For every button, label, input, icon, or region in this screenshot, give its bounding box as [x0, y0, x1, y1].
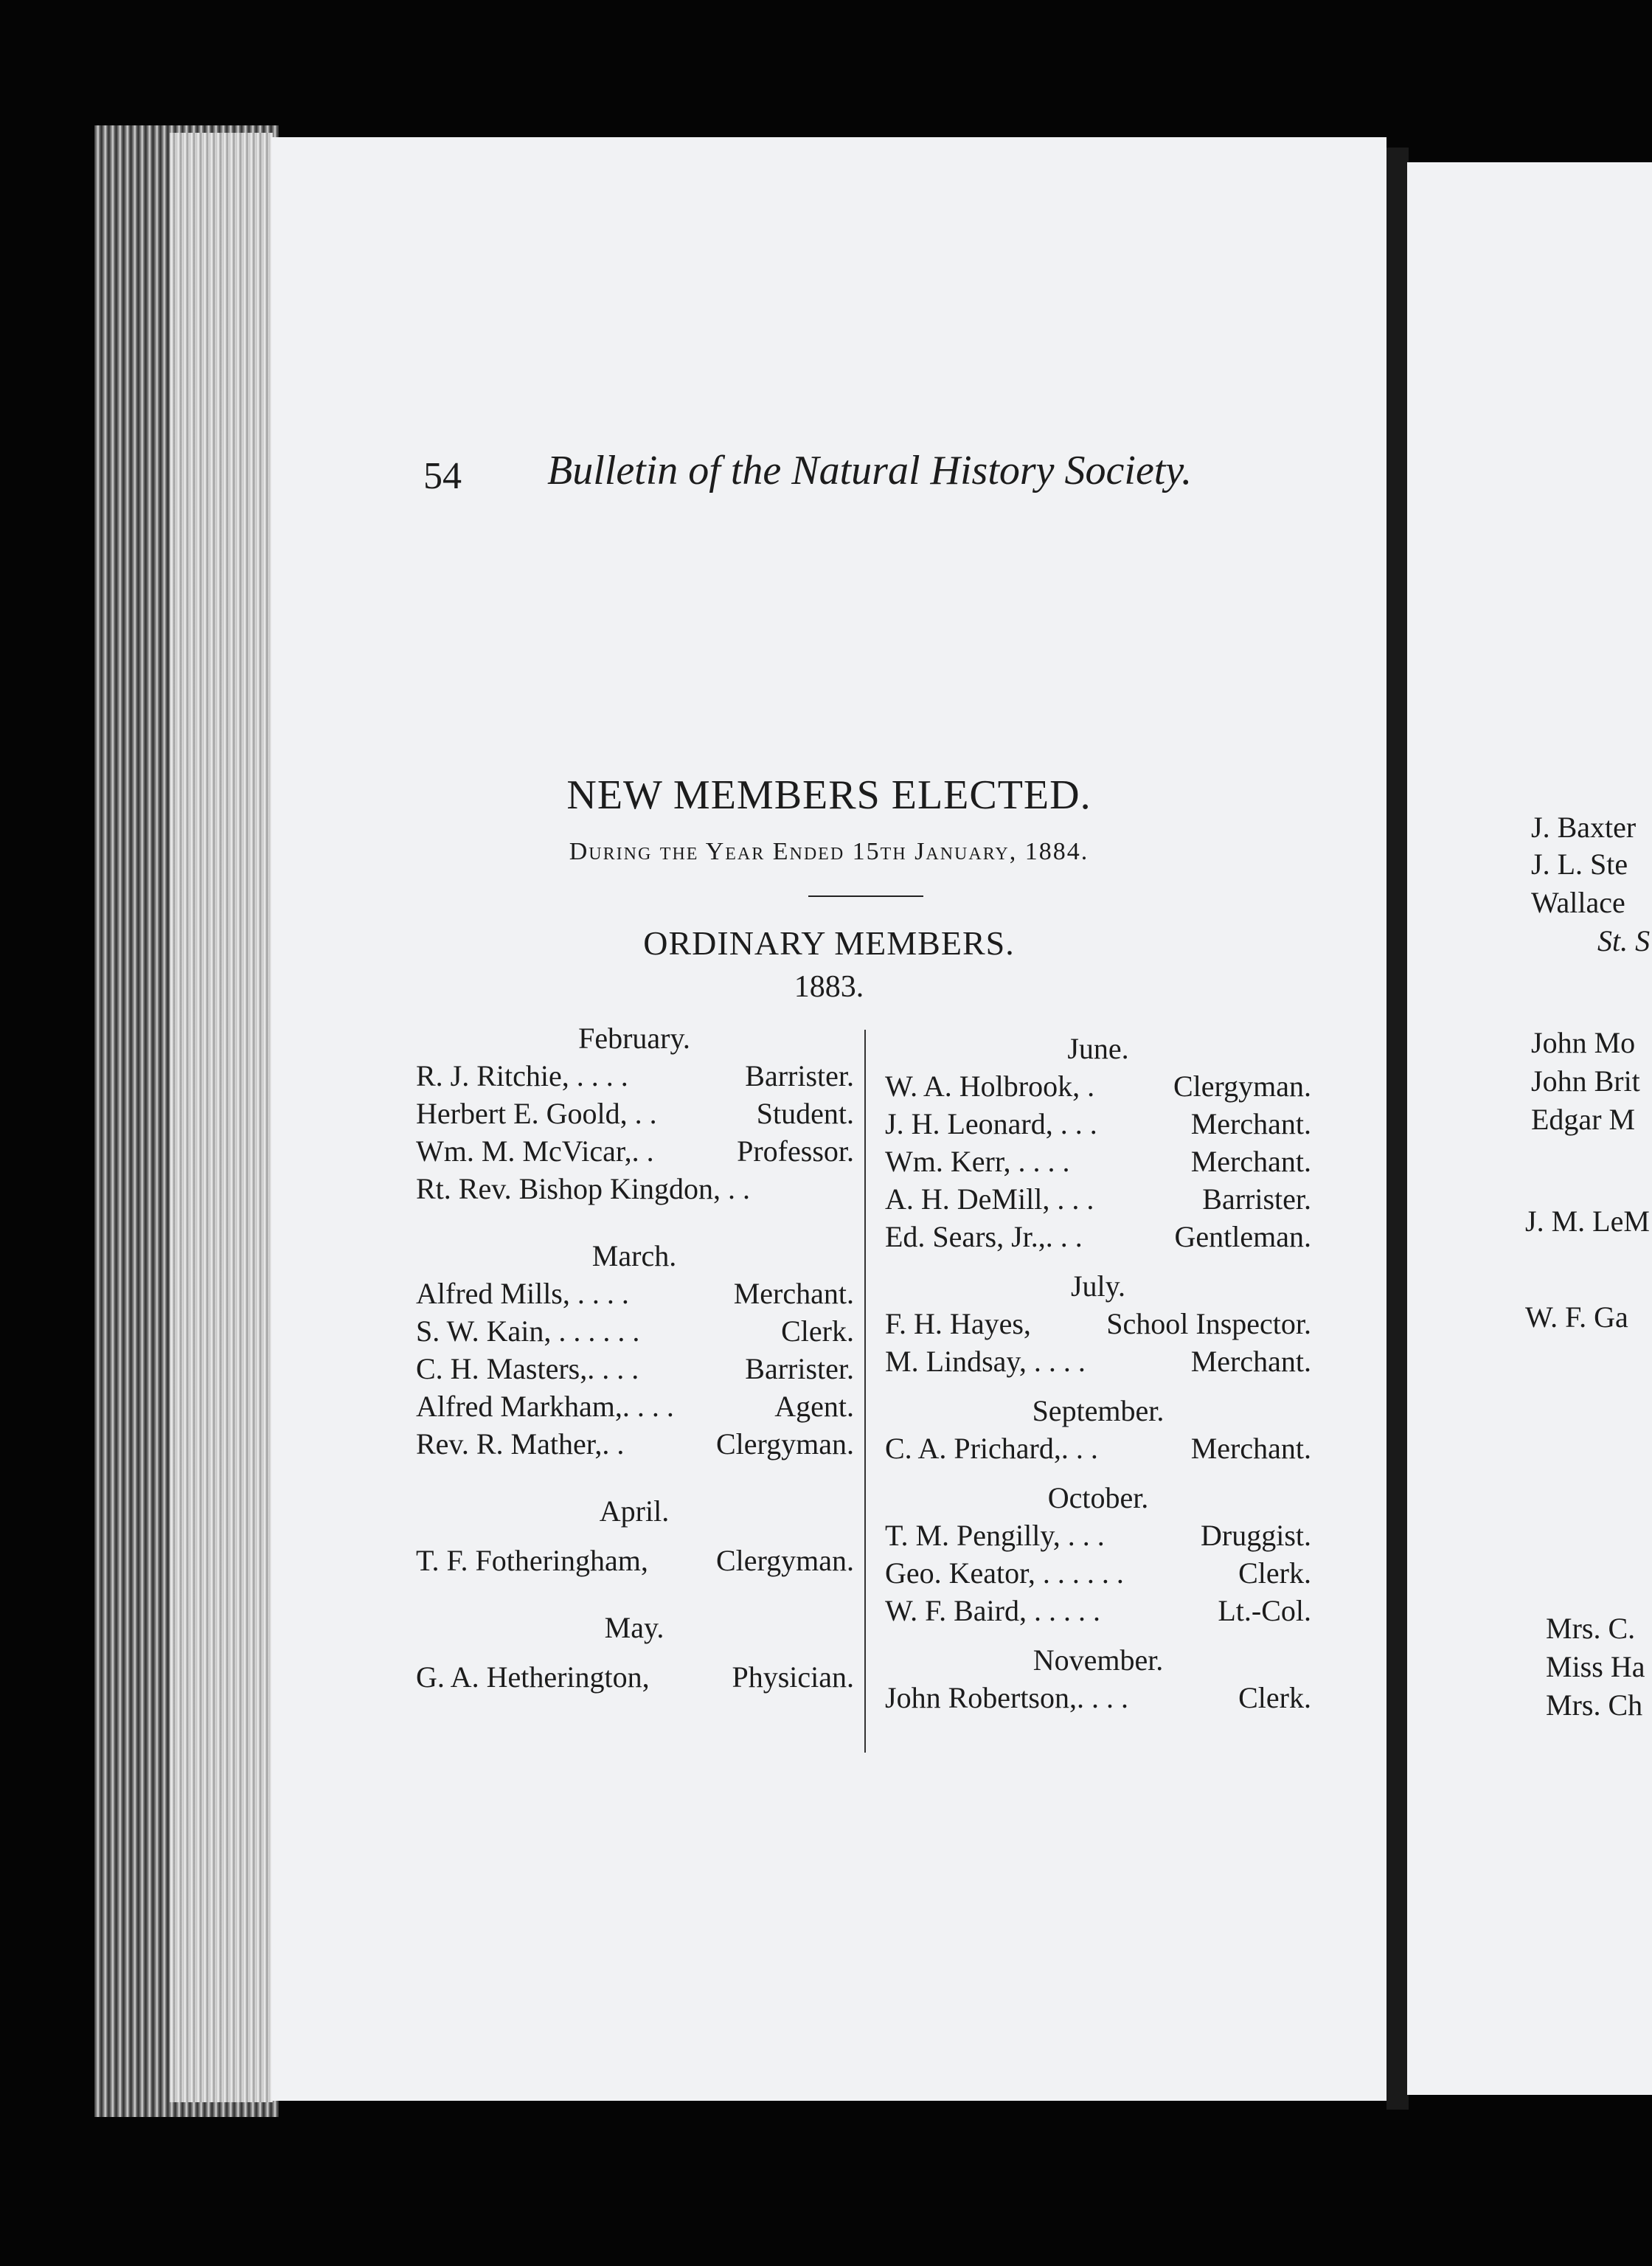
member-occupation: Barrister.: [745, 1059, 854, 1092]
member-entry: [416, 1170, 854, 1208]
month-heading: July.: [1070, 1269, 1126, 1303]
member-name: Wm. M. McVicar,. .: [416, 1134, 654, 1168]
member-entry: [885, 1067, 1311, 1105]
member-entry: [416, 1275, 854, 1312]
member-occupation: Professor.: [737, 1134, 854, 1168]
member-occupation: Druggist.: [1201, 1519, 1311, 1552]
spacer: [885, 1380, 1586, 1392]
member-entry: [885, 1143, 1311, 1180]
member-name: Herbert E. Goold, . .: [416, 1097, 657, 1130]
member-name: G. A. Hetherington,: [416, 1660, 650, 1694]
page-subtitle: During the Year Ended 15th January, 1884.: [569, 838, 1089, 865]
member-entry: [416, 1425, 854, 1463]
month-heading: April.: [599, 1494, 670, 1528]
member-occupation: Clerk.: [1238, 1556, 1311, 1590]
facing-line: John Mo: [1531, 1026, 1636, 1059]
member-occupation: Clergyman.: [715, 1427, 854, 1461]
title-rule: [808, 895, 923, 897]
member-name: A. H. DeMill, . . .: [885, 1182, 1094, 1216]
facing-line: J. M. LeM: [1525, 1205, 1650, 1238]
member-occupation: Merchant.: [1190, 1345, 1311, 1378]
member-occupation: Merchant.: [1190, 1432, 1311, 1465]
member-occupation: Barrister.: [745, 1352, 854, 1385]
month-heading: May.: [604, 1611, 664, 1644]
month-heading: March.: [591, 1239, 677, 1272]
month-heading: October.: [1047, 1481, 1149, 1514]
member-entry: [885, 1342, 1311, 1380]
member-entry: [885, 1517, 1311, 1554]
member-entry: [416, 1350, 854, 1387]
member-name: F. H. Hayes,: [885, 1307, 1031, 1340]
page-header: [271, 447, 1386, 506]
member-name: T. F. Fotheringham,: [416, 1544, 648, 1577]
facing-line: J. Baxter: [1531, 811, 1637, 844]
member-entry: [885, 1305, 1311, 1342]
member-entry: [416, 1057, 854, 1095]
member-entry: [885, 1180, 1311, 1218]
member-entry: [885, 1218, 1311, 1255]
member-entry: [416, 1542, 854, 1579]
member-occupation: Merchant.: [1190, 1145, 1311, 1178]
member-name: J. H. Leonard, . . .: [885, 1107, 1097, 1140]
spacer: [885, 1629, 1586, 1641]
spacer: [885, 1467, 1586, 1479]
member-name: Ed. Sears, Jr.,. . .: [885, 1220, 1083, 1253]
member-occupation: Clerk.: [1238, 1681, 1311, 1714]
month-heading: February.: [578, 1022, 690, 1055]
book-page: [271, 137, 1386, 2101]
member-name: C. H. Masters,. . . .: [416, 1352, 639, 1385]
member-name: Alfred Mills, . . . .: [416, 1277, 629, 1310]
member-entry: [885, 1430, 1311, 1467]
member-entry: [416, 1132, 854, 1170]
book-page-edges-inner: [170, 133, 273, 2102]
member-occupation: Merchant.: [733, 1277, 854, 1310]
facing-line: J. L. Ste: [1531, 848, 1628, 881]
member-occupation: Barrister.: [1202, 1182, 1311, 1216]
spacer: [885, 1255, 1586, 1267]
month-heading: November.: [1032, 1643, 1164, 1677]
facing-line: Mrs. C.: [1546, 1612, 1636, 1645]
member-name: M. Lindsay, . . . .: [885, 1345, 1086, 1378]
member-entry: [416, 1387, 854, 1425]
facing-line: Mrs. Ch: [1546, 1688, 1643, 1722]
member-name: T. M. Pengilly, . . .: [885, 1519, 1105, 1552]
member-occupation: Merchant.: [1190, 1107, 1311, 1140]
member-name: C. A. Prichard,. . .: [885, 1432, 1098, 1465]
member-occupation: Lt.-Col.: [1218, 1594, 1311, 1627]
member-occupation: Clerk.: [781, 1314, 854, 1348]
member-name: S. W. Kain, . . . . . .: [416, 1314, 640, 1348]
member-name: Rev. R. Mather,. .: [416, 1427, 625, 1461]
member-entry: [885, 1592, 1311, 1629]
month-heading: June.: [1067, 1032, 1129, 1065]
member-name: Alfred Markham,. . . .: [416, 1390, 674, 1423]
member-entry: [416, 1658, 854, 1696]
member-occupation: Clergyman.: [715, 1544, 854, 1577]
member-entry: [416, 1312, 854, 1350]
member-occupation: School Inspector.: [1106, 1307, 1311, 1340]
column-divider: [864, 1030, 866, 1753]
facing-line: John Brit: [1531, 1064, 1640, 1098]
member-name: W. A. Holbrook, .: [885, 1070, 1095, 1103]
member-name: John Robertson,. . . .: [885, 1681, 1128, 1714]
member-occupation: Physician.: [732, 1660, 854, 1694]
facing-line: Wallace: [1531, 886, 1625, 919]
facing-line: Miss Ha: [1546, 1650, 1645, 1683]
member-entry: [885, 1554, 1311, 1592]
member-occupation: Gentleman.: [1174, 1220, 1311, 1253]
member-name: R. J. Ritchie, . . . .: [416, 1059, 628, 1092]
member-name: Geo. Keator, . . . . . .: [885, 1556, 1124, 1590]
facing-line: W. F. Ga: [1525, 1300, 1628, 1334]
page-number: 54: [423, 455, 462, 497]
month-heading: September.: [1032, 1394, 1165, 1427]
member-entry: [885, 1105, 1311, 1143]
section-year: 1883.: [794, 970, 864, 1004]
running-title: Bulletin of the Natural History Society.: [547, 448, 1193, 493]
section-title: ORDINARY MEMBERS.: [643, 924, 1015, 962]
facing-line: Edgar M: [1531, 1103, 1636, 1136]
facing-line: St. S: [1597, 924, 1651, 957]
member-name: Rt. Rev. Bishop Kingdon, . .: [416, 1172, 750, 1205]
page-title: NEW MEMBERS ELECTED.: [566, 772, 1092, 818]
member-entry: [416, 1095, 854, 1132]
member-occupation: Agent.: [774, 1390, 854, 1423]
right-column: [885, 1030, 1586, 1716]
member-name: Wm. Kerr, . . . .: [885, 1145, 1070, 1178]
member-occupation: Clergyman.: [1173, 1070, 1311, 1103]
member-occupation: Student.: [756, 1097, 854, 1130]
member-entry: [885, 1679, 1311, 1716]
member-name: W. F. Baird, . . . . .: [885, 1594, 1100, 1627]
